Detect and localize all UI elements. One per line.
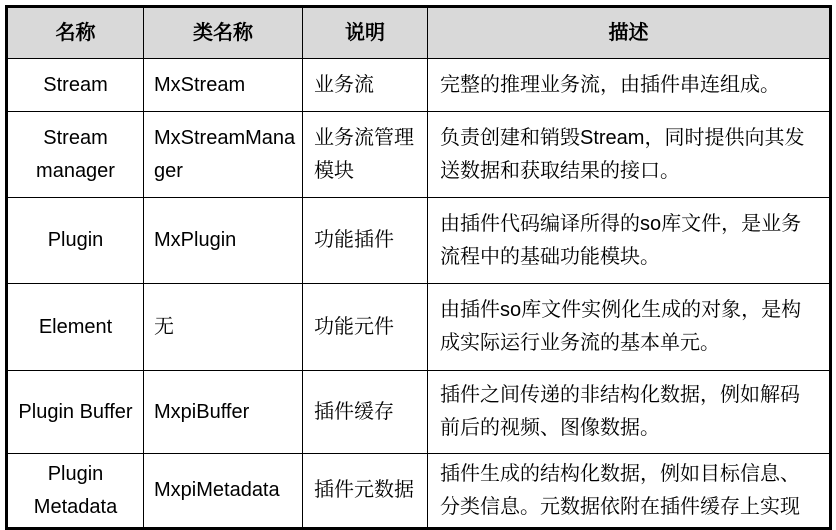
row-description: 负责创建和销毁Stream，同时提供向其发送数据和获取结果的接口。 — [428, 112, 831, 198]
header-description: 描述 — [428, 7, 831, 59]
table-header-row — [7, 7, 831, 59]
row-name: Plugin Metadata — [7, 454, 144, 529]
row-name: Stream — [7, 59, 144, 112]
row-description: 由插件so库文件实例化生成的对象，是构成实际运行业务流的基本单元。 — [428, 284, 831, 371]
row-description: 由插件代码编译所得的so库文件，是业务流程中的基础功能模块。 — [428, 198, 831, 284]
table-row — [7, 112, 831, 198]
row-name: Plugin — [7, 198, 144, 284]
row-class-name: MxStream — [144, 59, 303, 112]
table-row — [7, 59, 831, 112]
row-class-name: MxpiMetadata — [144, 454, 303, 529]
row-name: Stream manager — [7, 112, 144, 198]
header-label: 说明 — [303, 7, 428, 59]
row-label: 插件元数据 — [303, 454, 428, 529]
row-label: 功能元件 — [303, 284, 428, 371]
header-class-name: 类名称 — [144, 7, 303, 59]
row-name: Element — [7, 284, 144, 371]
row-description: 完整的推理业务流，由插件串连组成。 — [428, 59, 831, 112]
row-description: 插件生成的结构化数据，例如目标信息、分类信息。元数据依附在插件缓存上实现 — [428, 454, 831, 529]
row-label: 功能插件 — [303, 198, 428, 284]
header-name: 名称 — [7, 7, 144, 59]
terminology-table — [5, 5, 832, 530]
row-name: Plugin Buffer — [7, 371, 144, 454]
table-row — [7, 284, 831, 371]
table-row — [7, 454, 831, 529]
row-class-name: 无 — [144, 284, 303, 371]
table-row — [7, 198, 831, 284]
row-description: 插件之间传递的非结构化数据，例如解码前后的视频、图像数据。 — [428, 371, 831, 454]
row-class-name: MxStreamManager — [144, 112, 303, 198]
table-row — [7, 371, 831, 454]
row-class-name: MxPlugin — [144, 198, 303, 284]
row-label: 插件缓存 — [303, 371, 428, 454]
row-class-name: MxpiBuffer — [144, 371, 303, 454]
row-label: 业务流管理模块 — [303, 112, 428, 198]
row-label: 业务流 — [303, 59, 428, 112]
